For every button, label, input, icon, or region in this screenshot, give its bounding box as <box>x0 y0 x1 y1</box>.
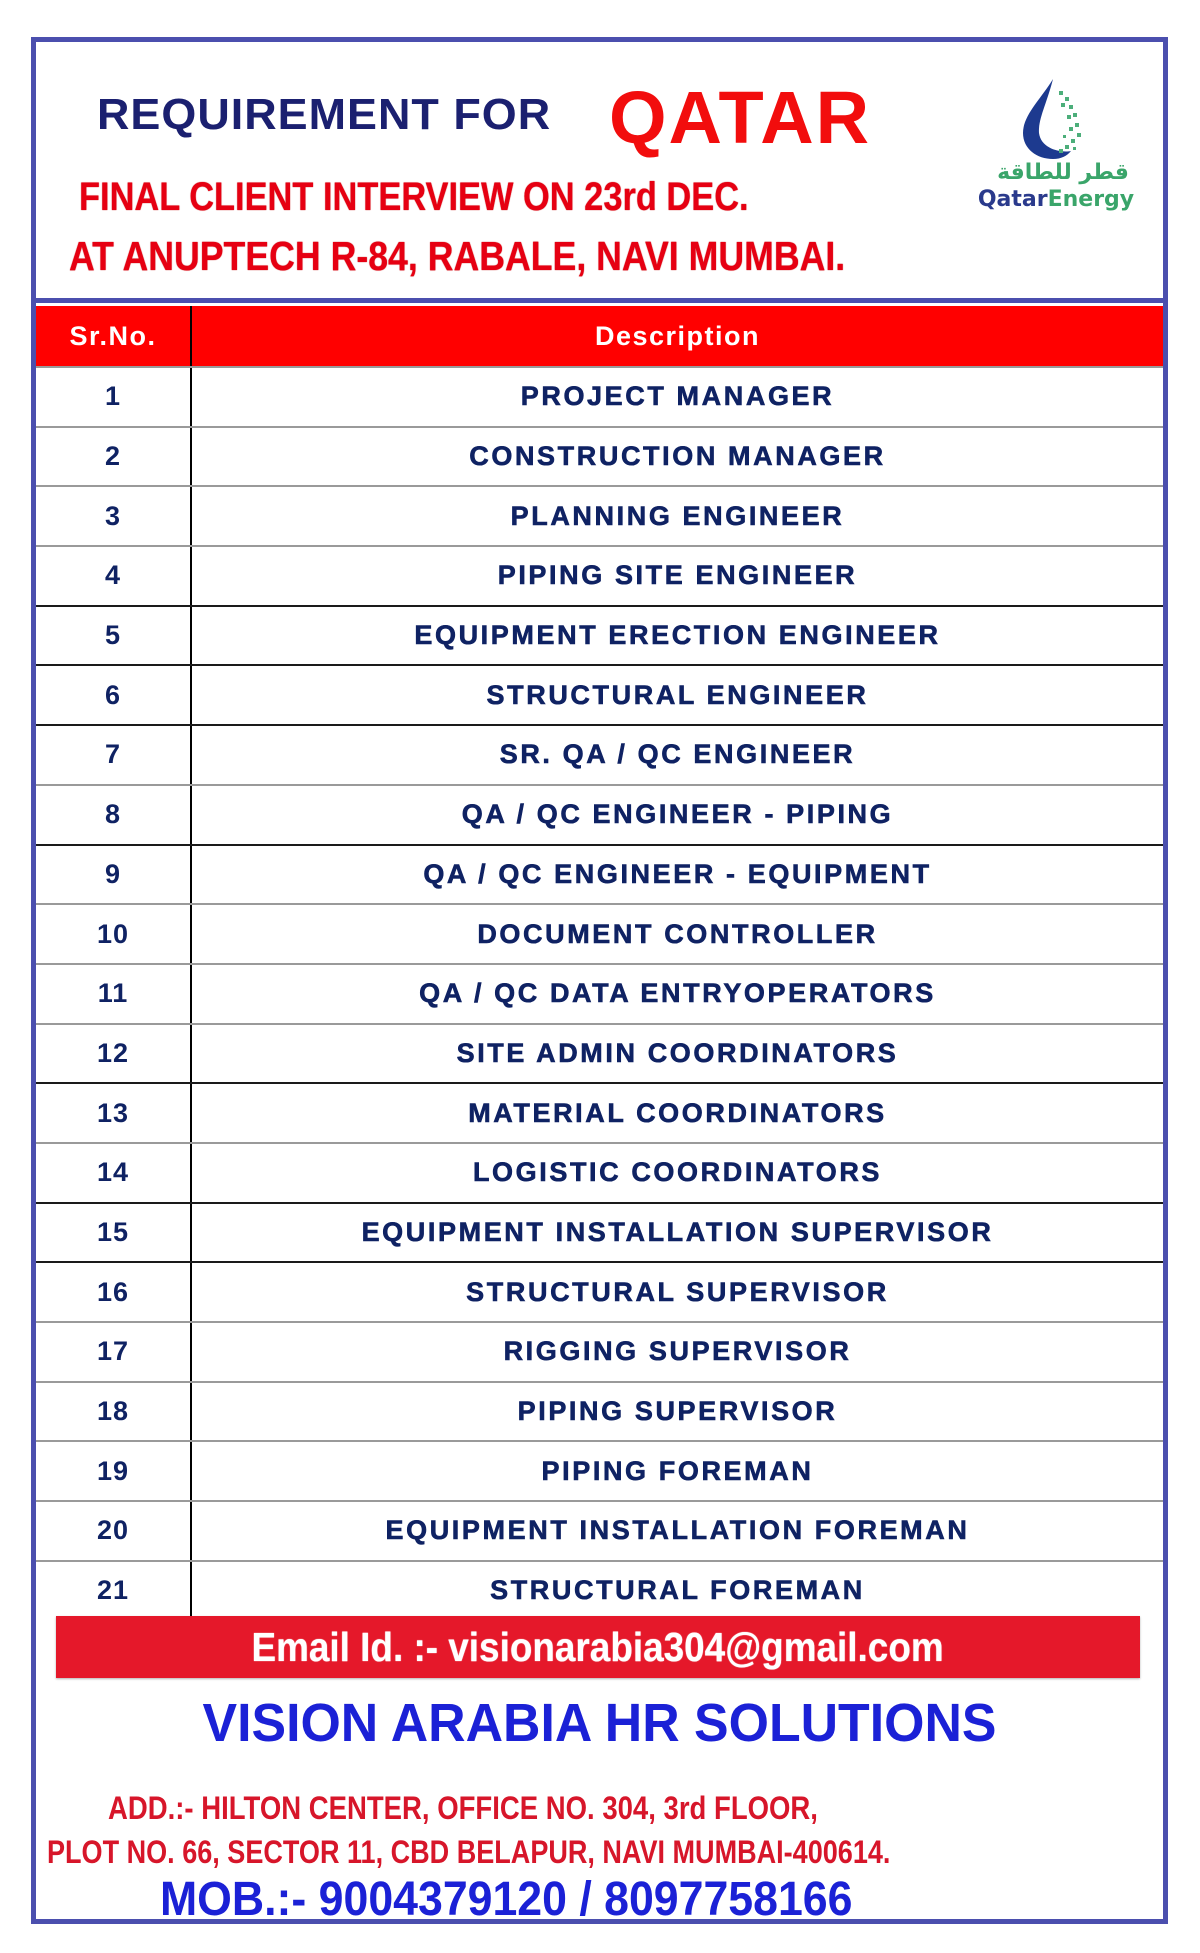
description-cell: PIPING FOREMAN <box>541 1455 814 1486</box>
email-address[interactable]: Email Id. :- visionarabia304@gmail.com <box>251 1623 945 1670</box>
sr-no-cell: 13 <box>36 1084 192 1142</box>
description-cell: DOCUMENT CONTROLLER <box>477 918 878 949</box>
table-row <box>36 724 1163 784</box>
qatarenergy-drop-logo-icon <box>1011 77 1101 162</box>
description-cell: PROJECT MANAGER <box>520 381 835 412</box>
description-cell: MATERIAL COORDINATORS <box>468 1097 887 1128</box>
mobile-numbers[interactable]: MOB.:- 9004379120 / 8097758166 <box>160 1873 853 1926</box>
table-row <box>36 1142 1163 1202</box>
sr-no-cell: 9 <box>36 846 192 904</box>
qatarenergy-logo <box>971 72 1146 222</box>
description-cell: PIPING SUPERVISOR <box>517 1396 838 1427</box>
country-title: QATAR <box>609 76 872 159</box>
sr-no-cell: 18 <box>36 1383 192 1441</box>
description-cell: RIGGING SUPERVISOR <box>503 1336 852 1367</box>
table-header-row <box>36 306 1163 366</box>
interview-venue-line: AT ANUPTECH R-84, RABALE, NAVI MUMBAI. <box>69 233 846 279</box>
description-cell: PLANNING ENGINEER <box>510 500 845 531</box>
description-cell: LOGISTIC COORDINATORS <box>472 1157 883 1188</box>
table-row <box>36 366 1163 426</box>
table-row <box>36 1440 1163 1500</box>
table-row <box>36 784 1163 844</box>
sr-no-cell: 20 <box>36 1502 192 1560</box>
header-divider <box>36 298 1163 303</box>
description-cell: EQUIPMENT INSTALLATION FOREMAN <box>385 1515 970 1546</box>
description-cell: SITE ADMIN COORDINATORS <box>456 1037 899 1068</box>
description-cell: STRUCTURAL ENGINEER <box>486 679 869 710</box>
sr-no-cell: 10 <box>36 905 192 963</box>
positions-table <box>36 306 1163 1619</box>
description-cell: QA / QC ENGINEER - PIPING <box>461 799 894 830</box>
table-row <box>36 1261 1163 1321</box>
description-cell: QA / QC ENGINEER - EQUIPMENT <box>423 858 932 889</box>
description-cell: EQUIPMENT INSTALLATION SUPERVISOR <box>361 1216 994 1247</box>
table-row <box>36 426 1163 486</box>
table-row <box>36 1023 1163 1083</box>
sr-no-cell: 21 <box>36 1562 192 1620</box>
address-line-2: PLOT NO. 66, SECTOR 11, CBD BELAPUR, NAVI MUMBAI-400614. <box>47 1834 891 1870</box>
logo-text-qatar: Qatar <box>977 187 1048 212</box>
table-row <box>36 1560 1163 1620</box>
column-header-sr-no: Sr.No. <box>36 306 192 366</box>
sr-no-cell: 14 <box>36 1144 192 1202</box>
table-row <box>36 605 1163 665</box>
description-cell: SR. QA / QC ENGINEER <box>499 739 856 770</box>
sr-no-cell: 7 <box>36 726 192 784</box>
sr-no-cell: 16 <box>36 1263 192 1321</box>
address-line-1: ADD.:- HILTON CENTER, OFFICE NO. 304, 3rd FLOOR, <box>108 1790 818 1826</box>
table-row <box>36 664 1163 724</box>
logo-text-energy: Energy <box>1047 187 1135 212</box>
sr-no-cell: 17 <box>36 1323 192 1381</box>
description-cell: CONSTRUCTION MANAGER <box>469 441 886 472</box>
sr-no-cell: 8 <box>36 786 192 844</box>
table-row <box>36 1321 1163 1381</box>
table-row <box>36 1202 1163 1262</box>
table-row <box>36 485 1163 545</box>
poster-header <box>36 42 1163 298</box>
column-header-description: Description <box>594 320 761 351</box>
table-row <box>36 963 1163 1023</box>
interview-date-line: FINAL CLIENT INTERVIEW ON 23rd DEC. <box>79 175 749 219</box>
logo-arabic-text: قطر للطاقة <box>997 160 1129 185</box>
sr-no-cell: 1 <box>36 368 192 426</box>
description-cell: PIPING SITE ENGINEER <box>497 560 858 591</box>
description-cell: STRUCTURAL SUPERVISOR <box>466 1276 889 1307</box>
sr-no-cell: 6 <box>36 666 192 724</box>
table-row <box>36 545 1163 605</box>
requirement-label: REQUIREMENT FOR <box>97 90 552 139</box>
table-row <box>36 1381 1163 1441</box>
sr-no-cell: 4 <box>36 547 192 605</box>
table-row <box>36 844 1163 904</box>
sr-no-cell: 5 <box>36 607 192 665</box>
sr-no-cell: 11 <box>36 965 192 1023</box>
table-row <box>36 1500 1163 1560</box>
sr-no-cell: 15 <box>36 1204 192 1262</box>
description-cell: STRUCTURAL FOREMAN <box>490 1575 865 1606</box>
company-name: VISION ARABIA HR SOLUTIONS <box>202 1693 997 1753</box>
logo-english-text <box>971 187 1141 212</box>
table-row <box>36 1082 1163 1142</box>
sr-no-cell: 19 <box>36 1442 192 1500</box>
email-banner <box>56 1616 1140 1678</box>
sr-no-cell: 2 <box>36 428 192 486</box>
sr-no-cell: 3 <box>36 487 192 545</box>
sr-no-cell: 12 <box>36 1025 192 1083</box>
table-row <box>36 903 1163 963</box>
poster-frame <box>31 37 1168 1924</box>
description-cell: EQUIPMENT ERECTION ENGINEER <box>414 620 941 651</box>
description-cell: QA / QC DATA ENTRYOPERATORS <box>419 978 936 1009</box>
